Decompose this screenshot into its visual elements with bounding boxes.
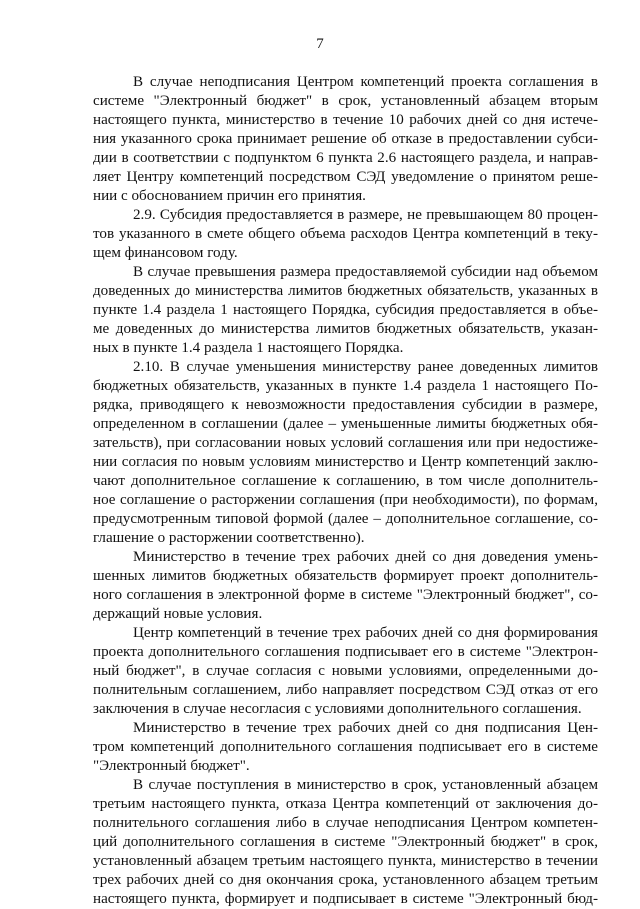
text-line: настоящего пункта, министерство в течение 10 рабочих дней со дня истече- bbox=[93, 112, 598, 128]
paragraph bbox=[93, 548, 598, 624]
text-line: ме доведенных до министерства лимитов бюджетных обязательств, указан- bbox=[93, 321, 598, 337]
text-line: настоящего пункта, формирует и подписывает в системе "Электронный бюд- bbox=[93, 891, 598, 907]
text-line: ного соглашения в электронной форме в системе "Электронный бюджет", со- bbox=[93, 587, 598, 603]
paragraph bbox=[93, 263, 598, 358]
text-line: чают дополнительное соглашение к соглашению, в том числе дополнитель- bbox=[93, 473, 598, 489]
text-line: тром компетенций дополнительного соглашения подписывает его в системе bbox=[93, 739, 598, 755]
text-line: определенном в соглашении (далее – уменьшенные лимиты бюджетных обя- bbox=[93, 416, 598, 432]
text-line: держащий новые условия. bbox=[93, 606, 263, 622]
text-line: полнительным соглашением, либо направляет посредством СЭД отказ от его bbox=[93, 682, 598, 698]
page-number: 7 bbox=[316, 36, 324, 52]
text-line: бюджетных обязательств, указанных в пункте 1.4 раздела 1 настоящего По- bbox=[93, 378, 598, 394]
text-line: ное соглашение о расторжении соглашения (при необходимости), по формам, bbox=[93, 492, 598, 508]
paragraph bbox=[93, 719, 598, 776]
text-line: Министерство в течение трех рабочих дней со дня подписания Цен- bbox=[133, 720, 598, 736]
text-line: заключения в случае несогласия с условиями дополнительного соглашения. bbox=[93, 701, 582, 717]
text-line: дии в соответствии с подпунктом 6 пункта 2.6 настоящего раздела, и направ- bbox=[93, 150, 598, 166]
paragraph bbox=[93, 776, 598, 909]
text-line: щем финансовом году. bbox=[93, 245, 238, 261]
document-body bbox=[93, 73, 598, 909]
text-line: полнительного соглашения либо в случае неподписания Центром компетен- bbox=[93, 815, 598, 831]
paragraph bbox=[93, 73, 598, 206]
text-line: трех рабочих дней со дня окончания срока, установленного абзацем третьим bbox=[93, 872, 598, 888]
text-line: нии согласия по новым условиям министерство и Центр компетенций заклю- bbox=[93, 454, 598, 470]
text-line: ляет Центру компетенций посредством СЭД уведомление о принятом реше- bbox=[93, 169, 598, 185]
text-line: пункте 1.4 раздела 1 настоящего Порядка, субсидия предоставляется в объе- bbox=[93, 302, 598, 318]
text-line: Центр компетенций в течение трех рабочих дней со дня формирования bbox=[133, 625, 598, 641]
text-line: зательств), при согласовании новых условий соглашения или при недостиже- bbox=[93, 435, 598, 451]
text-line: ных в пункте 1.4 раздела 1 настоящего Порядка. bbox=[93, 340, 404, 356]
text-line: системе "Электронный бюджет" в срок, установленный абзацем вторым bbox=[93, 93, 598, 109]
text-line: "Электронный бюджет". bbox=[93, 758, 250, 774]
text-line: предусмотренным типовой формой (далее – дополнительное соглашение, со- bbox=[93, 511, 598, 527]
text-line: шенных лимитов бюджетных обязательств формирует проект дополнитель- bbox=[93, 568, 598, 584]
text-line: ния указанного срока принимает решение об отказе в предоставлении субси- bbox=[93, 131, 598, 147]
text-line: глашение о расторжении соответственно). bbox=[93, 530, 365, 546]
paragraph bbox=[93, 358, 598, 548]
text-line: В случае неподписания Центром компетенций проекта соглашения в bbox=[133, 74, 598, 90]
text-line: ций дополнительного соглашения в системе "Электронный бюджет" в срок, bbox=[93, 834, 598, 850]
text-line: установленный абзацем третьим настоящего пункта, министерство в течении bbox=[93, 853, 598, 869]
text-line: В случае превышения размера предоставляемой субсидии над объемом bbox=[133, 264, 598, 280]
text-line: доведенных до министерства лимитов бюджетных обязательств, указанных в bbox=[93, 283, 598, 299]
text-line: нии с обоснованием причин его принятия. bbox=[93, 188, 366, 204]
text-line: рядка, приводящего к невозможности предоставления субсидии в размере, bbox=[93, 397, 598, 413]
text-line: Министерство в течение трех рабочих дней со дня доведения умень- bbox=[133, 549, 598, 565]
text-line: 2.10. В случае уменьшения министерству ранее доведенных лимитов bbox=[133, 359, 598, 375]
text-line: ный бюджет", в случае согласия с новыми условиями, определенными до- bbox=[93, 663, 598, 679]
text-line: третьим настоящего пункта, отказа Центра компетенций от заключения до- bbox=[93, 796, 598, 812]
text-line: В случае поступления в министерство в срок, установленный абзацем bbox=[133, 777, 598, 793]
paragraph bbox=[93, 206, 598, 263]
text-line: тов указанного в смете общего объема расходов Центра компетенций в теку- bbox=[93, 226, 598, 242]
paragraph bbox=[93, 624, 598, 719]
text-line: 2.9. Субсидия предоставляется в размере, не превышающем 80 процен- bbox=[133, 207, 598, 223]
text-line: проекта дополнительного соглашения подписывает его в системе "Электрон- bbox=[93, 644, 598, 660]
